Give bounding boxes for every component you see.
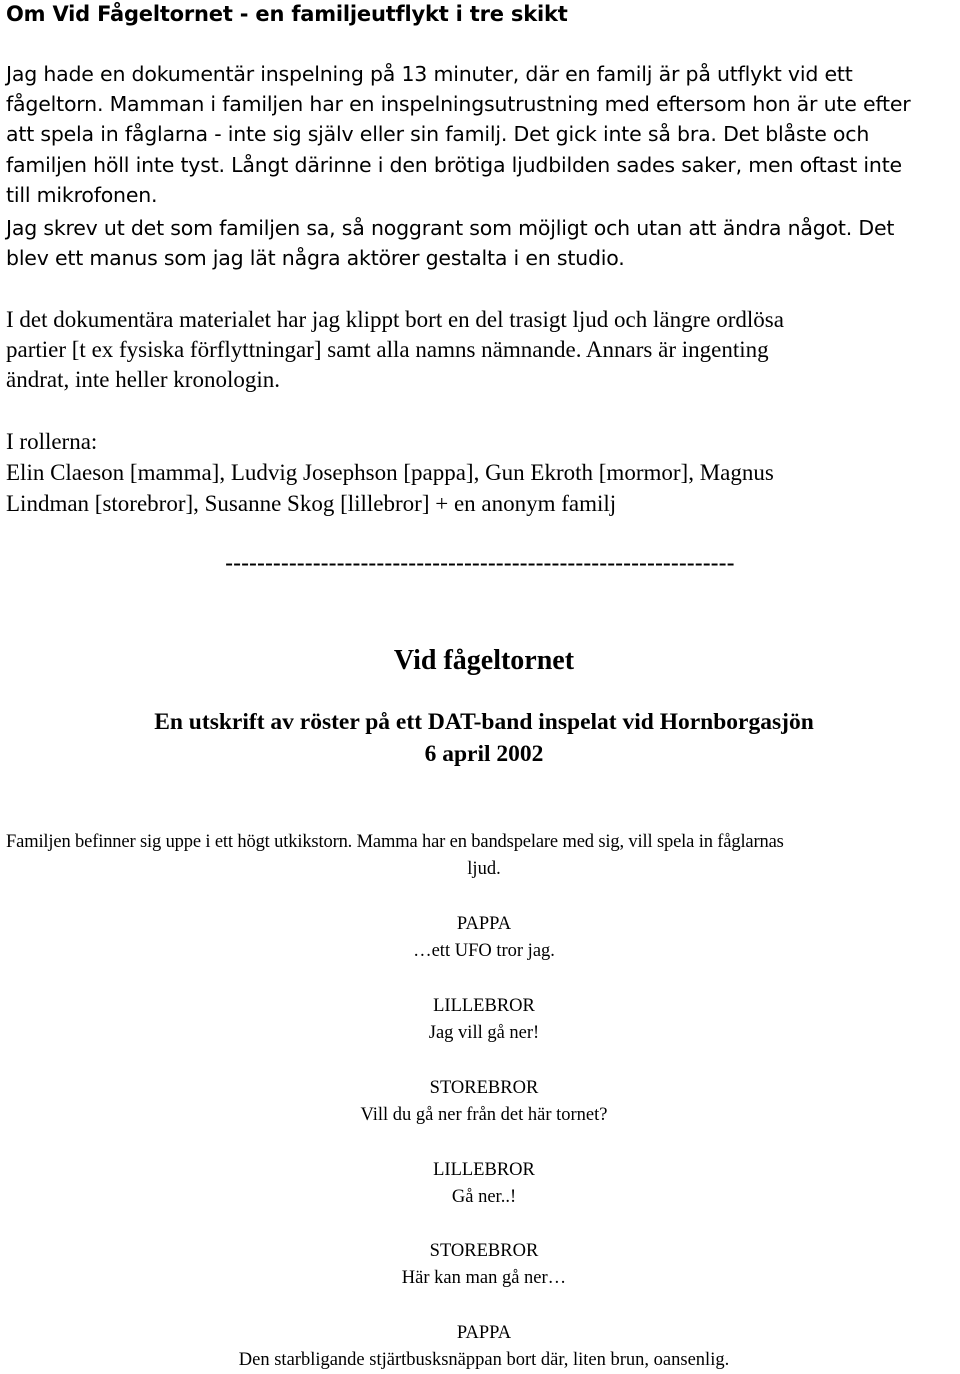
intro-line: fågeltorn. Mamman i familjen har en inspelningsutrustning med eftersom hon är ute efter — [6, 92, 911, 116]
editing-note-line: I det dokumentära materialet har jag klippt bort en del trasigt ljud och längre ordlösa — [6, 307, 784, 332]
dialogue-line: Vill du gå ner från det här tornet? — [360, 1105, 608, 1125]
speaker-name: LILLEBROR — [433, 1160, 535, 1180]
intro-line: Jag hade en dokumentär inspelning på 13 minuter, där en familj är på utflykt vid ett — [6, 62, 853, 86]
dialogue-line: Den starbligande stjärtbusksnäppan bort där, liten brun, oansenlig. — [238, 1350, 730, 1370]
play-date: 6 april 2002 — [424, 741, 544, 767]
dialogue-line: Gå ner..! — [451, 1187, 517, 1207]
document-title: Om Vid Fågeltornet - en familjeutflykt i tre skikt — [6, 2, 568, 26]
speaker-name: LILLEBROR — [433, 996, 535, 1016]
intro-line: till mikrofonen. — [6, 183, 158, 207]
dialogue-line: Jag vill gå ner! — [428, 1023, 540, 1043]
cast-line: Elin Claeson [mamma], Ludvig Josephson [pappa], Gun Ekroth [mormor], Magnus — [6, 460, 774, 485]
dialogue-line: Här kan man gå ner… — [401, 1268, 567, 1288]
intro-line: att spela in fåglarna - inte sig själv eller sin familj. Det gick inte så bra. Det blåste och — [6, 122, 870, 146]
intro-line: familjen höll inte tyst. Långt därinne i den brötiga ljudbilden sades saker, men oftast inte — [6, 153, 902, 177]
cast-heading: I rollerna: — [6, 429, 98, 454]
intro-line: blev ett manus som jag lät några aktörer gestalta i en studio. — [6, 246, 625, 270]
stage-direction-line: Familjen befinner sig uppe i ett högt utkikstorn. Mamma har en bandspelare med sig, vill spela in fåglarnas — [6, 832, 784, 852]
dialogue-line: …ett UFO tror jag. — [413, 941, 555, 961]
cast-line: Lindman [storebror], Susanne Skog [lillebror] + en anonym familj — [6, 491, 617, 516]
speaker-name: STOREBROR — [429, 1241, 539, 1261]
stage-direction-line: ljud. — [467, 859, 501, 879]
play-title: Vid fågeltornet — [393, 645, 575, 676]
editing-note-line: ändrat, inte heller kronologin. — [6, 367, 281, 392]
speaker-name: STOREBROR — [429, 1078, 539, 1098]
speaker-name: PAPPA — [456, 1323, 512, 1343]
section-divider: ---------------------------------------------------------------- — [225, 550, 735, 575]
speaker-name: PAPPA — [456, 914, 512, 934]
play-subtitle: En utskrift av röster på ett DAT-band inspelat vid Hornborgasjön — [154, 709, 814, 735]
editing-note-line: partier [t ex fysiska förflyttningar] samt alla namns nämnande. Annars är ingenting — [6, 337, 769, 362]
intro-line: Jag skrev ut det som familjen sa, så noggrant som möjligt och utan att ändra något. Det — [6, 216, 895, 240]
